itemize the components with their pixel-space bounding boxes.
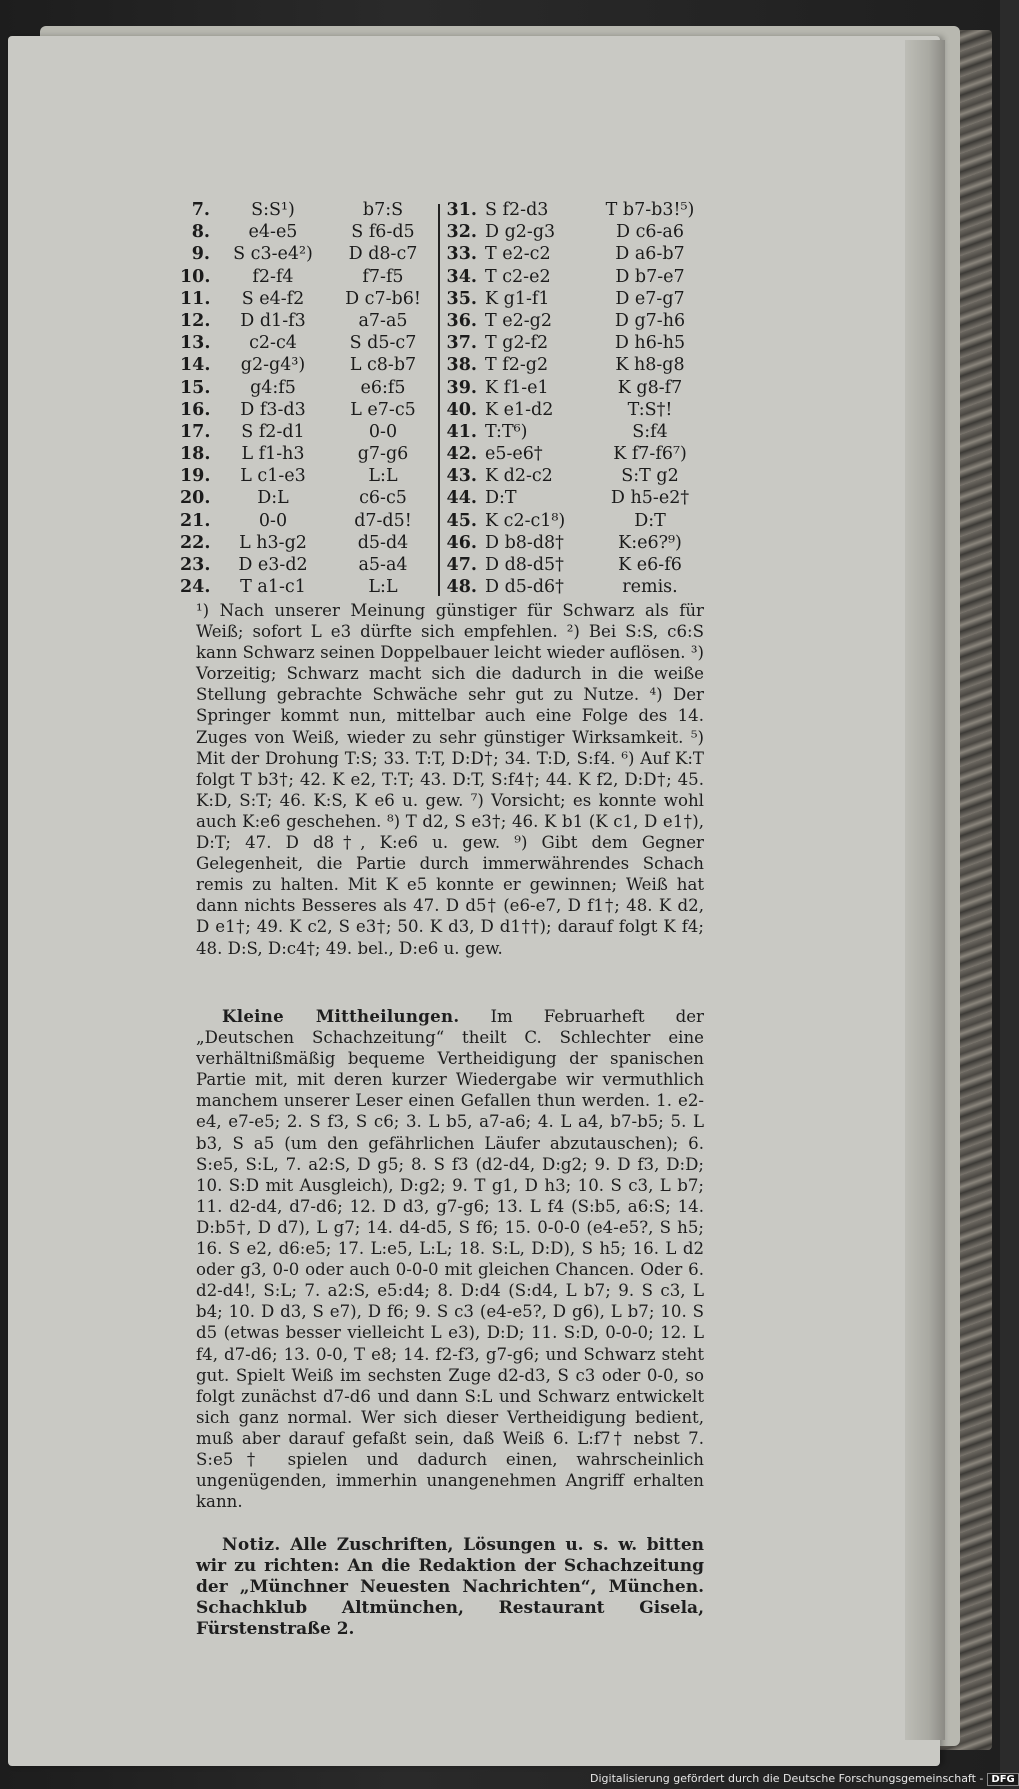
move-number: 33. [446,244,477,265]
move-number: 9. [191,244,210,265]
black-move: T:S†! [627,399,673,420]
white-move: D d1-f3 [240,310,306,331]
move-number: 7. [191,200,210,220]
section-heading: Kleine Mittheilungen. [222,1006,460,1026]
black-move: K h8-g8 [615,355,685,376]
black-move: D a6-b7 [615,244,685,265]
game-moves-table [180,200,720,600]
dfg-logo: DFG [987,1773,1018,1786]
move-row [445,333,695,355]
black-move: L:L [368,577,398,598]
black-move: K:e6?⁹) [618,532,682,553]
black-move: L e7-c5 [350,399,416,420]
black-move: T b7-b3!⁵) [605,200,695,220]
black-move: g7-g6 [357,444,409,465]
black-move: S:T g2 [621,466,679,487]
white-move: K g1-f1 [485,288,550,309]
move-number: 31. [446,200,477,220]
white-move: S f2-d1 [241,421,305,442]
white-move: S e4-f2 [241,288,305,309]
move-row [180,355,430,377]
white-move: 0-0 [258,510,288,531]
move-row [180,400,430,422]
move-row [180,267,430,289]
black-move: D c6-a6 [615,222,684,243]
move-row [180,422,430,444]
white-move: K c2-c1⁸) [485,510,566,531]
move-row [445,289,695,311]
black-move: d7-d5! [354,510,412,531]
move-number: 44. [446,488,477,509]
move-number: 43. [446,466,477,487]
move-number: 14. [180,355,211,376]
black-move: S f6-d5 [351,222,415,243]
move-number: 40. [446,399,477,420]
white-move: T c2-e2 [485,266,551,287]
move-number: 32. [446,222,477,243]
notiz-heading: Notiz. [222,1535,281,1555]
black-move: L c8-b7 [349,355,417,376]
white-move: D b8-d8† [485,532,564,553]
move-row [180,533,430,555]
move-number: 41. [446,421,477,442]
move-row [445,222,695,244]
white-move: S:S¹) [251,200,295,220]
footnotes [196,600,704,959]
white-move: L f1-h3 [241,444,305,465]
move-row [180,488,430,510]
black-move: D d8-c7 [348,244,418,265]
white-move: T a1-c1 [240,577,306,598]
white-move: f2-f4 [252,266,294,287]
move-row [445,422,695,444]
white-move: K d2-c2 [485,466,553,487]
footnotes-text: ¹) Nach unserer Meinung günstiger für Schwarz als für Weiß; sofort L e3 dürfte sich empfehlen. ²) Bei S:S, c6:S kann Schwarz seinen Doppelbauer leicht wieder auflösen. ³) Vorzeitig; Schwarz macht sich die dadurch in die weiße Stellung gebrachte Schwäche sehr gut zu Nutze. ⁴) Der Springer kommt nun, mittelbar auch eine Folge des 14. Zuges von Weiß, wieder zu sehr günstiger Wirksamkeit. ⁵) Mit der Drohung T:S; 33. T:T, D:D†; 34. T:D, S:f4. ⁶) Auf K:T folgt T b3†; 42. K e2, T:T; 43. D:T, S:f4†; 44. K f2, D:D†; 45. K:D, S:T; 46. K:S, K e6 u. gew. ⁷) Vorsicht; es konnte wohl auch K:e6 geschehen. ⁸) T d2, S e3†; 46. K b1 (K c1, D e1†), D:T; 47. D d8†, K:e6 u. gew. ⁹) Gibt dem Gegner Gelegenheit, die Partie durch immerwährendes Schach remis zu halten. Mit K e5 konnte er gewinnen; Weiß hat dann nichts Besseres als 47. D d5† (e6-e7, D f1†; 48. K d2, D e1†; 49. K c2, S e3†; 50. K d3, D d1††); darauf folgt K f4; 48. D:S, D:c4†; 49. bel., D:e6 u. gew. [196,601,704,958]
move-number: 11. [180,288,211,309]
black-move: D e7-g7 [615,288,685,309]
white-move: D e3-d2 [238,555,308,575]
move-number: 16. [180,399,211,420]
white-move: K e1-d2 [485,399,554,420]
move-row [180,466,430,488]
white-move: T e2-c2 [485,244,551,265]
white-move: D:T [485,488,517,509]
move-number: 24. [180,577,211,598]
move-number: 48. [446,577,477,598]
move-row [180,555,430,577]
black-move: L:L [368,466,398,487]
move-row [180,222,430,244]
move-number: 22. [180,532,211,553]
move-row [180,444,430,466]
black-move: S d5-c7 [349,333,417,354]
move-number: 8. [191,222,210,243]
move-row [445,244,695,266]
move-number: 37. [446,333,477,354]
white-move: D g2-g3 [485,222,556,243]
kleine-mittheilungen-section [196,1006,704,1512]
white-move: g2-g4³) [240,355,306,376]
move-number: 13. [180,333,211,354]
move-row [445,577,695,599]
white-move: L h3-g2 [239,532,307,553]
move-number: 12. [180,310,211,331]
black-move: f7-f5 [362,266,404,287]
notiz-section [196,1535,704,1640]
move-row [445,378,695,400]
white-move: e5-e6† [485,444,543,465]
black-move: D b7-e7 [615,266,685,287]
move-number: 17. [180,421,211,442]
move-row [445,466,695,488]
white-move: e4-e5 [248,222,298,243]
white-move: T e2-g2 [485,310,552,331]
white-move: L c1-e3 [240,466,306,487]
white-move: T:T⁶) [485,421,528,442]
digitization-credit [590,1772,1015,1788]
move-row [180,511,430,533]
move-row [180,333,430,355]
move-number: 38. [446,355,477,376]
white-move: D d5-d6† [485,577,564,598]
white-move: K f1-e1 [485,377,549,398]
black-move: D c7-b6! [345,288,421,309]
move-row [445,511,695,533]
white-move: c2-c4 [249,333,297,354]
move-number: 19. [180,466,211,487]
black-move: a7-a5 [358,310,408,331]
move-number: 35. [446,288,477,309]
move-number: 45. [446,510,477,531]
black-move: K e6-f6 [618,555,682,575]
black-move: D:T [634,510,666,531]
move-row [445,311,695,333]
move-number: 15. [180,377,211,398]
white-move: D:L [257,488,289,509]
move-row [445,555,695,577]
move-number: 20. [180,488,211,509]
black-move: c6-c5 [359,488,407,509]
black-move: K f7-f6⁷) [613,444,687,465]
page-edge-shadow [905,40,945,1740]
moves-column-left [180,200,430,599]
move-row [180,577,430,599]
move-number: 23. [180,555,211,575]
notiz-body: Alle Zuschriften, Lösungen u. s. w. bitten wir zu richten: An die Redaktion der Schachzeitung der „Münchner Neuesten Nachrichten“, München. Schachklub Altmünchen, Restaurant Gisela, Fürstenstraße 2. [196,1535,705,1640]
white-move: D f3-d3 [240,399,306,420]
move-number: 34. [446,266,477,287]
white-move: S c3-e4²) [233,244,313,265]
move-row [180,200,430,222]
white-move: g4:f5 [250,377,296,398]
move-number: 42. [446,444,477,465]
move-number: 46. [446,532,477,553]
move-number: 21. [180,510,211,531]
black-move: D g7-h6 [614,310,686,331]
black-move: b7:S [362,200,404,220]
move-row [180,289,430,311]
move-number: 39. [446,377,477,398]
move-number: 18. [180,444,211,465]
white-move: T f2-g2 [485,355,549,376]
move-row [445,267,695,289]
black-move: e6:f5 [360,377,406,398]
black-move: D h5-e2† [610,488,690,509]
black-move: K g8-f7 [617,377,683,398]
move-row [180,311,430,333]
move-row [445,488,695,510]
white-move: D d8-d5† [485,555,564,575]
section-body: Im Februarheft der „Deutschen Schachzeitung“ theilt C. Schlechter eine verhältnißmäßig bequeme Vertheidigung der spanischen Partie mit, mit deren kurzer Wiedergabe wir vermuthlich manchem unserer Leser einen Gefallen thun werden. 1. e2-e4, e7-e5; 2. S f3, S c6; 3. L b5, a7-a6; 4. L a4, b7-b5; 5. L b3, S a5 (um den gefährlichen Läufer abzutauschen); 6. S:e5, S:L, 7. a2:S, D g5; 8. S f3 (d2-d4, D:g2; 9. D f3, D:D; 10. S:D mit Ausgleich), D:g2; 9. T g1, D h3; 10. S c3, L b7; 11. d2-d4, d7-d6; 12. D d3, g7-g6; 13. L f4 (S:b5, a6:S; 14. D:b5†, D d7), L g7; 14. d4-d5, S f6; 15. 0-0-0 (e4-e5?, S h5; 16. S e2, d6:e5; 17. L:e5, L:L; 18. S:L, D:D), S h5; 16. L d2 oder g3, 0-0 oder auch 0-0-0 mit gleichen Chancen. Oder 6. d2-d4!, S:L; 7. a2:S, e5:d4; 8. D:d4 (S:d4, L b7; 9. S c3, L b4; 10. D d3, S e7), D f6; 9. S c3 (e4-e5?, D g6), L b7; 10. S d5 (etwas besser vielleicht L e3), D:D; 11. S:D, 0-0-0; 12. L f4, d7-d6; 13. 0-0, T e8; 14. f2-f3, g7-g6; und Schwarz steht gut. Spielt Weiß im sechsten Zuge d2-d3, S c3 oder 0-0, so folgt zunächst d7-d6 und dann S:L und Schwarz entwickelt sich ganz normal. Wer sich dieser Vertheidigung bedient, muß aber darauf gefaßt sein, daß Weiß 6. L:f7† nebst 7. S:e5† spielen und dadurch einen, wahrscheinlich ungenügenden, immerhin unangenehmen Angriff erhalten kann. [196,1007,704,1512]
column-divider [438,204,440,596]
move-number: 47. [446,555,477,575]
move-row [445,200,695,222]
black-move: a5-a4 [358,555,408,575]
move-number: 36. [446,310,477,331]
moves-column-right [445,200,695,599]
move-row [180,244,430,266]
move-row [445,444,695,466]
white-move: S f2-d3 [485,200,549,220]
move-number: 10. [180,266,211,287]
black-move: d5-d4 [357,532,409,553]
move-row [445,400,695,422]
black-move: remis. [622,577,678,598]
black-move: 0-0 [368,421,398,442]
white-move: T g2-f2 [485,333,549,354]
move-row [445,355,695,377]
move-row [445,533,695,555]
credit-text: Digitalisierung gefördert durch die Deutsche Forschungsgemeinschaft - [590,1772,984,1785]
black-move: D h6-h5 [614,333,686,354]
black-move: S:f4 [632,421,668,442]
move-row [180,378,430,400]
